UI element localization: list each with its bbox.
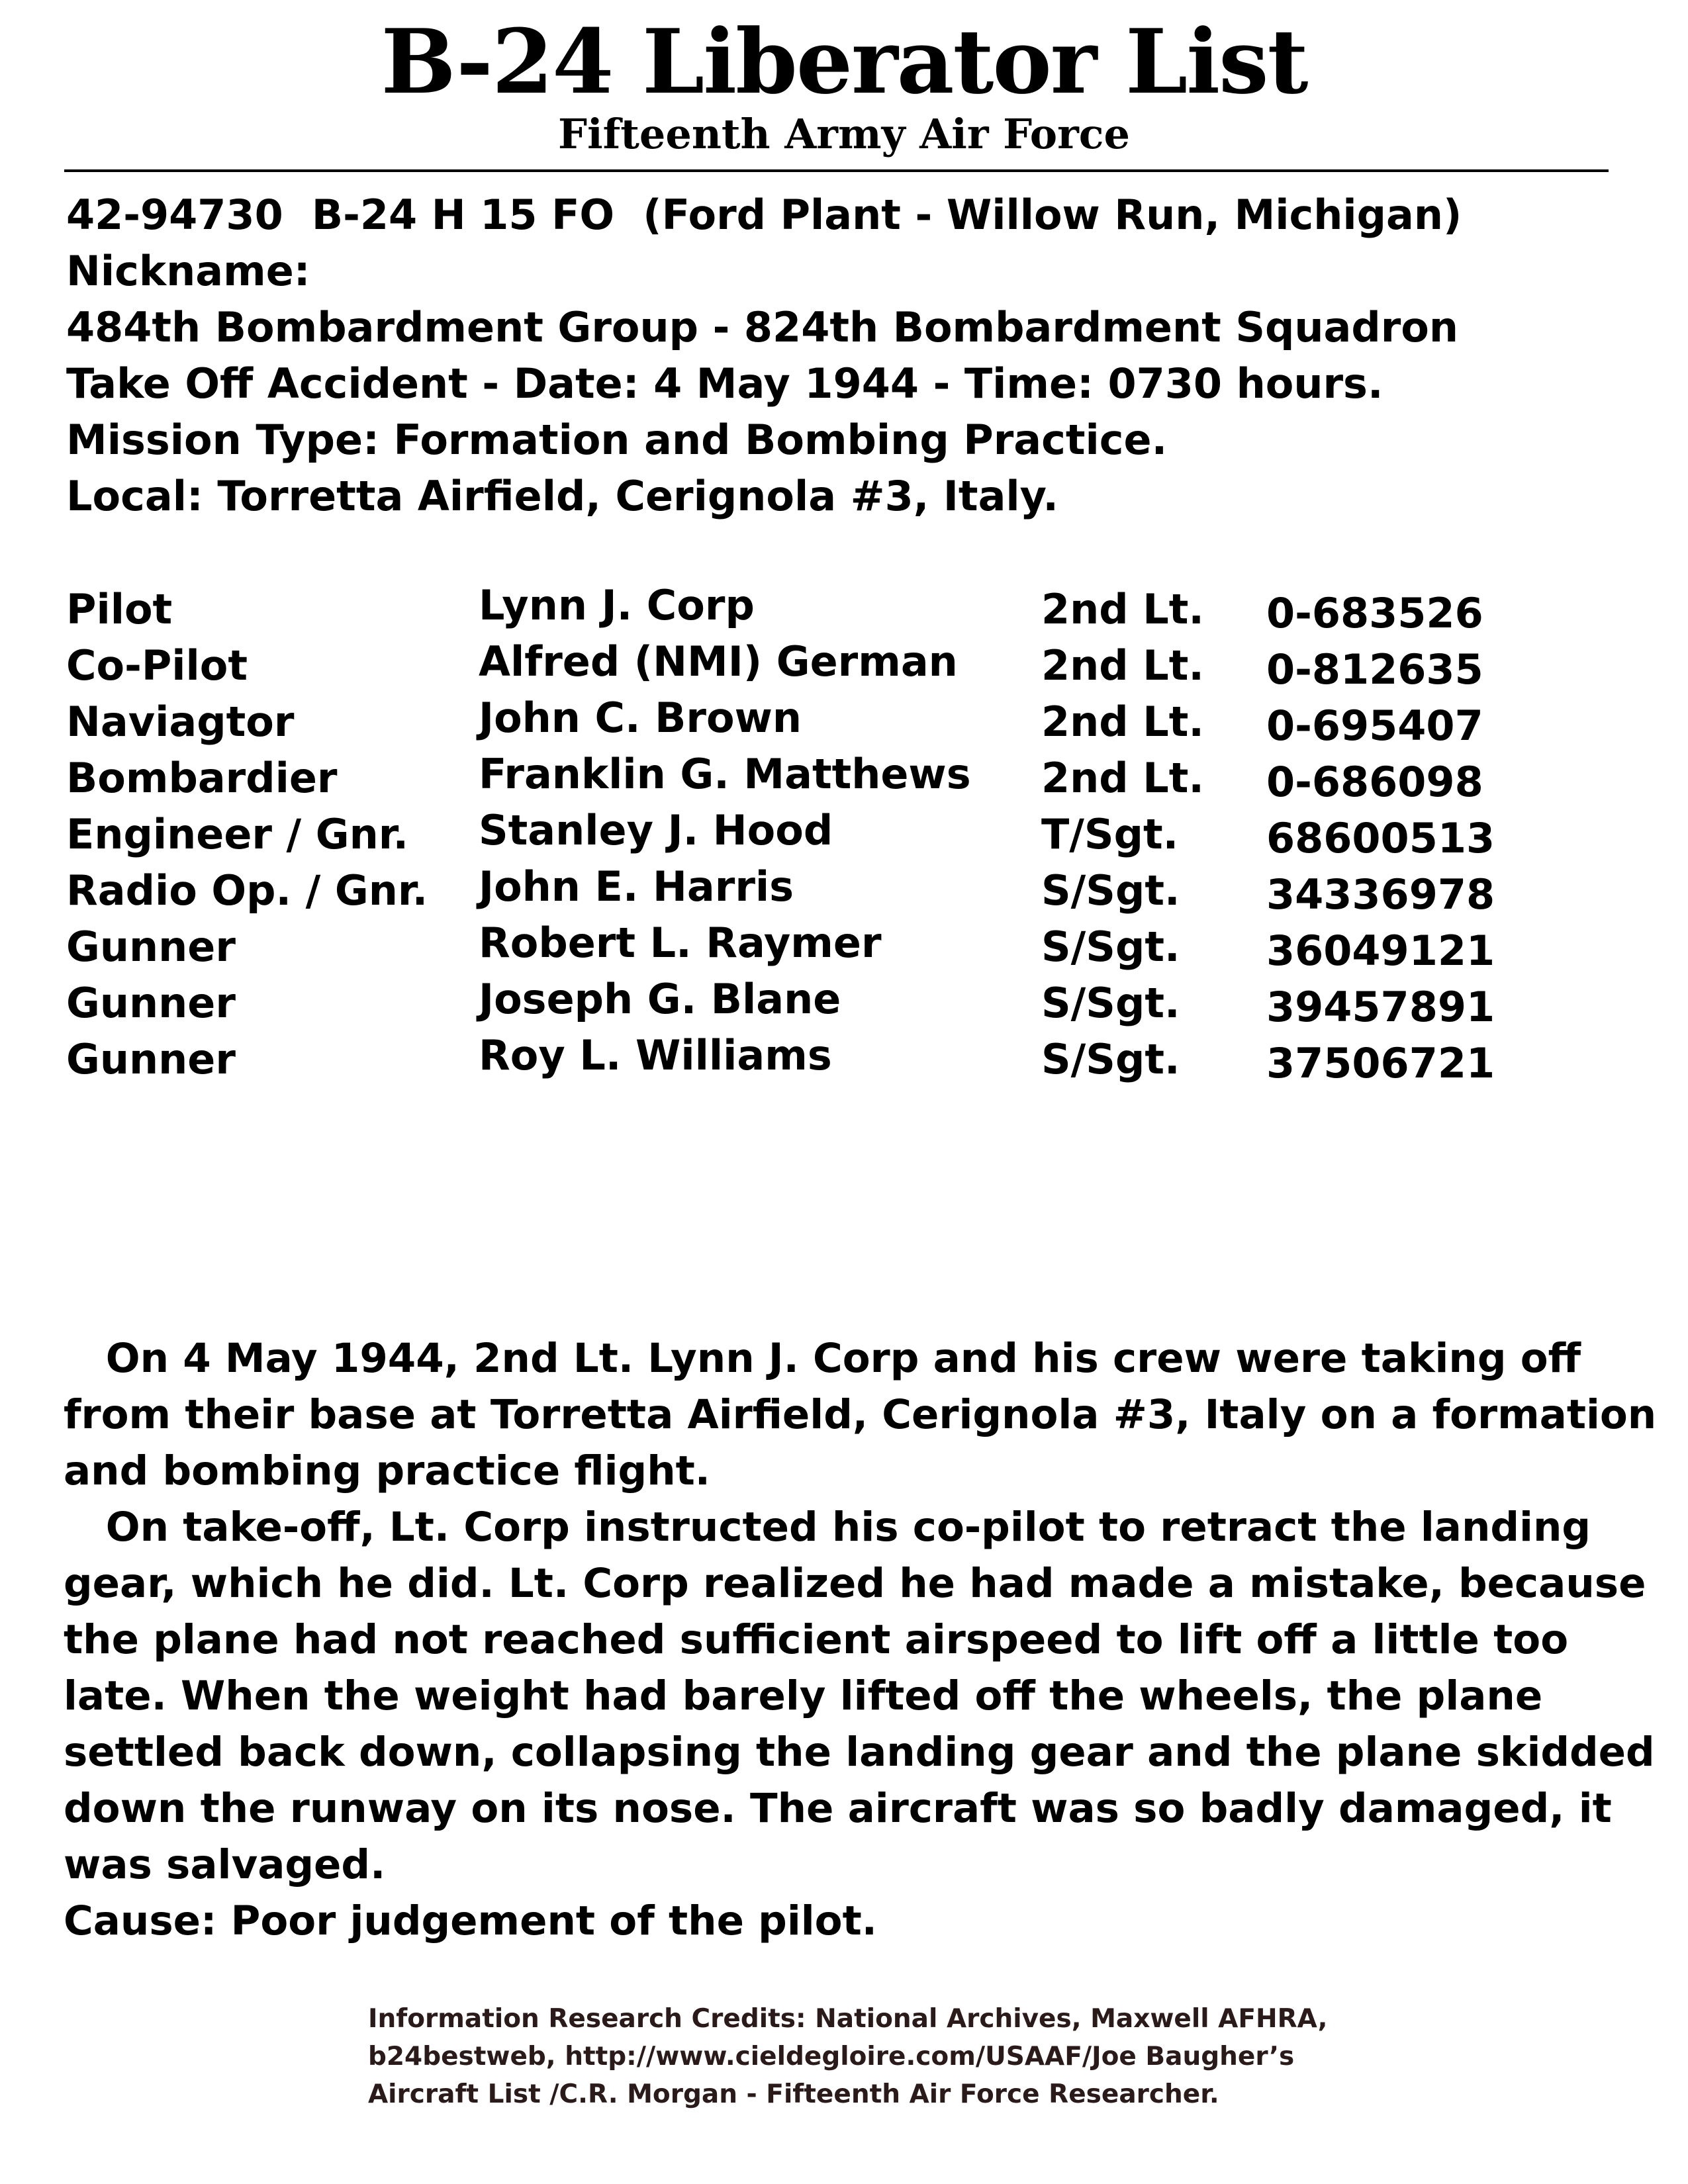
narrative-line: late. When the weight had barely lifted off the wheels, the plane (64, 1672, 1543, 1719)
crew-row (66, 694, 1589, 750)
crew-position: Naviagtor (66, 698, 295, 746)
crew-name: Lynn J. Corp (479, 581, 755, 629)
crew-rank: S/Sgt. (1041, 1035, 1180, 1083)
cause-line: Cause: Poor judgement of the pilot. (64, 1897, 877, 1944)
crew-serial: 39457891 (1266, 983, 1495, 1031)
crew-name: Stanley J. Hood (479, 806, 833, 854)
crew-position: Bombardier (66, 754, 338, 802)
header-divider (64, 169, 1609, 172)
mission-type-line: Mission Type: Formation and Bombing Practice. (66, 416, 1168, 464)
crew-serial: 37506721 (1266, 1039, 1495, 1087)
credits-line: Aircraft List /C.R. Morgan - Fifteenth Air Force Researcher. (368, 2079, 1219, 2109)
crew-row (66, 919, 1589, 975)
crew-serial: 68600513 (1266, 814, 1495, 862)
crew-rank: T/Sgt. (1041, 810, 1179, 858)
page-subtitle: Fifteenth Army Air Force (558, 110, 1130, 158)
crew-row (66, 1031, 1589, 1087)
location-line: Local: Torretta Airfield, Cerignola #3, Italy. (66, 472, 1058, 520)
credits-line: b24bestweb, http://www.cieldegloire.com/USAAF/Joe Baugher’s (368, 2042, 1295, 2071)
narrative-line: was salvaged. (64, 1841, 386, 1888)
narrative-line: On take-off, Lt. Corp instructed his co-pilot to retract the landing (64, 1504, 1591, 1551)
crew-position: Co-Pilot (66, 641, 248, 690)
crew-rank: 2nd Lt. (1041, 698, 1204, 746)
crew-position: Engineer / Gnr. (66, 810, 409, 858)
crew-row (66, 806, 1589, 862)
crew-name: John C. Brown (479, 694, 802, 742)
crew-position: Gunner (66, 979, 236, 1027)
crew-row (66, 637, 1589, 694)
crew-rank: S/Sgt. (1041, 979, 1180, 1027)
crew-serial: 0-812635 (1266, 645, 1483, 694)
narrative-line: and bombing practice flight. (64, 1447, 710, 1494)
crew-rank: 2nd Lt. (1041, 754, 1204, 802)
crew-rank: 2nd Lt. (1041, 641, 1204, 690)
crew-rank: S/Sgt. (1041, 923, 1180, 971)
crew-rank: S/Sgt. (1041, 866, 1180, 915)
credits-line: Information Research Credits: National Archives, Maxwell AFHRA, (368, 2004, 1328, 2034)
narrative-line: from their base at Torretta Airfield, Cerignola #3, Italy on a formation (64, 1391, 1657, 1438)
crew-position: Gunner (66, 923, 236, 971)
crew-position: Radio Op. / Gnr. (66, 866, 428, 915)
narrative-line: the plane had not reached sufficient airspeed to lift off a little too (64, 1616, 1569, 1663)
crew-name: Alfred (NMI) German (479, 637, 958, 686)
nickname-line: Nickname: (66, 247, 310, 295)
crew-position: Pilot (66, 585, 173, 633)
crew-serial: 34336978 (1266, 870, 1495, 919)
aircraft-info (66, 187, 1462, 524)
narrative-line: gear, which he did. Lt. Corp realized he had made a mistake, because (64, 1560, 1646, 1607)
crew-serial: 0-695407 (1266, 702, 1483, 750)
crew-serial: 0-683526 (1266, 589, 1483, 637)
aircraft-serial-line: 42-94730 B-24 H 15 FO (Ford Plant - Willow Run, Michigan) (66, 191, 1462, 239)
crew-serial: 36049121 (1266, 927, 1495, 975)
crew-name: Franklin G. Matthews (479, 750, 971, 798)
crew-name: Joseph G. Blane (479, 975, 841, 1023)
unit-line: 484th Bombardment Group - 824th Bombardment Squadron (66, 303, 1459, 351)
narrative-line: On 4 May 1944, 2nd Lt. Lynn J. Corp and his crew were taking off (64, 1335, 1581, 1382)
crew-position: Gunner (66, 1035, 236, 1083)
crew-row (66, 581, 1589, 637)
crew-name: Roy L. Williams (479, 1031, 832, 1079)
research-credits (368, 2000, 1327, 2113)
crew-rank: 2nd Lt. (1041, 585, 1204, 633)
crew-row (66, 862, 1589, 919)
crew-name: Robert L. Raymer (479, 919, 882, 967)
crew-list (66, 581, 1589, 1087)
crew-row (66, 750, 1589, 806)
crew-name: John E. Harris (479, 862, 794, 911)
narrative-line: down the runway on its nose. The aircraft was so badly damaged, it (64, 1785, 1612, 1832)
accident-narrative (64, 1330, 1657, 1949)
crew-serial: 0-686098 (1266, 758, 1483, 806)
crew-row (66, 975, 1589, 1031)
accident-line: Take Off Accident - Date: 4 May 1944 - Time: 0730 hours. (66, 359, 1383, 408)
narrative-line: settled back down, collapsing the landing gear and the plane skidded (64, 1729, 1655, 1776)
page-title: B-24 Liberator List (381, 9, 1307, 114)
